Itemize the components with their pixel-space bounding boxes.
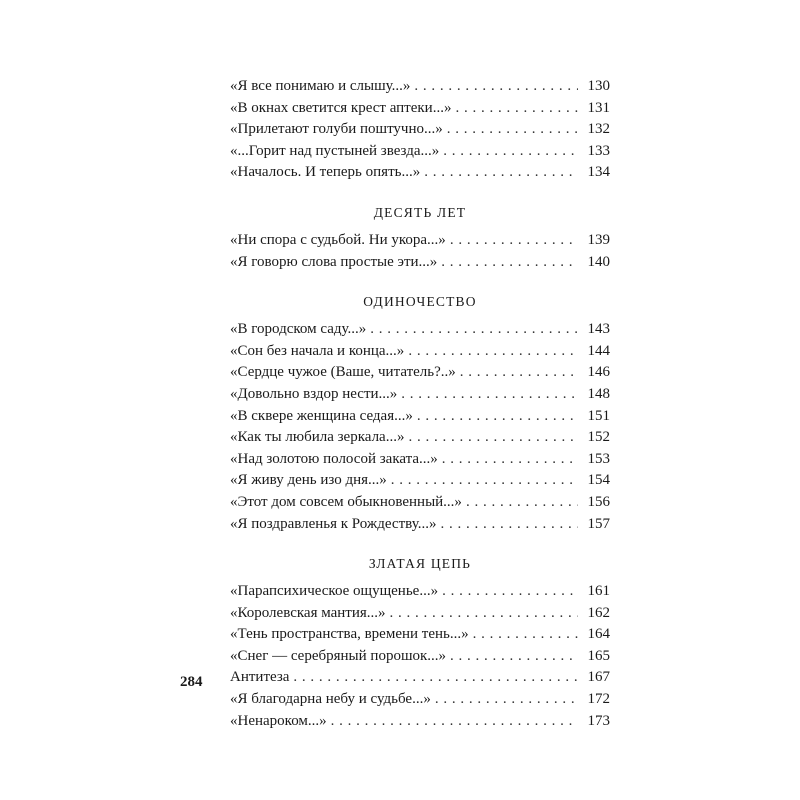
- table-of-contents: [230, 76, 610, 732]
- entry-page: 164: [587, 626, 610, 643]
- toc-entry: [230, 319, 610, 341]
- toc-entry: [230, 119, 610, 141]
- dot-leader: [450, 646, 578, 668]
- dot-leader: [447, 119, 578, 141]
- dot-leader: [414, 76, 578, 98]
- dot-leader: [473, 624, 578, 646]
- dot-leader: [460, 362, 578, 384]
- page-number: 284: [180, 674, 203, 690]
- entry-page: 153: [587, 450, 610, 467]
- dot-leader: [391, 470, 578, 492]
- entry-title: «Я живу день изо дня...»: [230, 472, 387, 489]
- entry-page: 130: [587, 78, 610, 94]
- entry-title: «...Горит над пустыней звезда...»: [230, 142, 440, 159]
- dot-leader: [331, 711, 578, 733]
- toc-entry: [230, 624, 610, 646]
- entry-page: 133: [587, 142, 610, 159]
- toc-entry: [230, 689, 610, 711]
- dot-leader: [293, 667, 578, 689]
- dot-leader: [443, 141, 578, 163]
- dot-leader: [370, 319, 578, 341]
- entry-title: «Прилетают голуби поштучно...»: [230, 121, 443, 138]
- toc-section: [230, 292, 610, 535]
- toc-entry: [230, 162, 610, 184]
- toc-entry: [230, 603, 610, 625]
- entry-page: 152: [587, 429, 610, 446]
- entry-page: 140: [587, 253, 610, 270]
- dot-leader: [401, 384, 578, 406]
- dot-leader: [455, 98, 578, 120]
- toc-entry: [230, 667, 610, 689]
- toc-section: [230, 76, 610, 184]
- toc-entry: [230, 646, 610, 668]
- section-heading: ОДИНОЧЕСТВО: [363, 294, 477, 310]
- dot-leader: [442, 581, 578, 603]
- entry-page: 131: [587, 99, 610, 116]
- entry-page: 173: [587, 712, 610, 729]
- entry-title: «Над золотою полосой заката...»: [230, 450, 438, 467]
- dot-leader: [408, 341, 578, 363]
- dot-leader: [442, 449, 578, 471]
- toc-entry: [230, 449, 610, 471]
- toc-entry: [230, 427, 610, 449]
- entry-page: 157: [587, 515, 610, 532]
- entry-title: «Ни спора с судьбой. Ни укора...»: [230, 231, 446, 248]
- entry-title: Антитеза: [230, 669, 290, 686]
- entry-page: 161: [587, 583, 610, 600]
- entry-title: «Сон без начала и конца...»: [230, 342, 405, 359]
- toc-entry: [230, 581, 610, 603]
- toc-entry: [230, 141, 610, 163]
- entry-title: «Я говорю слова простые эти...»: [230, 253, 438, 270]
- entry-title: «Я поздравленья к Рождеству...»: [230, 515, 437, 532]
- entry-title: «Я благодарна небу и судьбе...»: [230, 691, 431, 708]
- section-heading: ДЕСЯТЬ ЛЕТ: [373, 204, 467, 220]
- entry-page: 151: [587, 407, 610, 424]
- entry-title: «Как ты любила зеркала...»: [230, 429, 405, 446]
- toc-section: [230, 203, 610, 273]
- entry-page: 167: [587, 669, 610, 686]
- entry-page: 165: [587, 647, 610, 664]
- dot-leader: [408, 427, 578, 449]
- entry-page: 134: [587, 164, 610, 181]
- toc-entry: [230, 341, 610, 363]
- dot-leader: [441, 252, 578, 274]
- entry-title: «Ненароком...»: [230, 712, 327, 729]
- entry-title: «Началось. И теперь опять...»: [230, 164, 421, 181]
- entry-title: «Королевская мантия...»: [230, 604, 386, 621]
- toc-entry: [230, 406, 610, 428]
- dot-leader: [390, 603, 578, 625]
- entry-title: «Я все понимаю и слышу...»: [230, 78, 411, 94]
- dot-leader: [466, 492, 578, 514]
- entry-title: «В сквере женщина седая...»: [230, 407, 413, 424]
- entry-title: «Тень пространства, времени тень...»: [230, 626, 469, 643]
- toc-entry: [230, 98, 610, 120]
- dot-leader: [417, 406, 578, 428]
- entry-page: 144: [587, 342, 610, 359]
- entry-title: «Снег — серебряный порошок...»: [230, 647, 447, 664]
- entry-title: «Парапсихическое ощущенье...»: [230, 583, 439, 600]
- entry-title: «Этот дом совсем обыкновенный...»: [230, 493, 462, 510]
- toc-entry: [230, 514, 610, 536]
- dot-leader: [435, 689, 578, 711]
- toc-section: [230, 554, 610, 732]
- entry-page: 154: [587, 472, 610, 489]
- entry-page: 132: [587, 121, 610, 138]
- toc-entry: [230, 492, 610, 514]
- entry-page: 143: [587, 321, 610, 338]
- toc-entry: [230, 384, 610, 406]
- toc-entry: [230, 230, 610, 252]
- dot-leader: [440, 514, 578, 536]
- entry-title: «Довольно вздор нести...»: [230, 385, 398, 402]
- entry-title: «Сердце чужое (Ваше, читатель?..»: [230, 364, 456, 381]
- toc-entry: [230, 470, 610, 492]
- entry-page: 139: [587, 231, 610, 248]
- entry-page: 156: [587, 493, 610, 510]
- entry-page: 162: [587, 604, 610, 621]
- toc-entry: [230, 252, 610, 274]
- entry-page: 172: [587, 691, 610, 708]
- entry-page: 146: [587, 364, 610, 381]
- toc-entry: [230, 711, 610, 733]
- section-heading: ЗЛАТАЯ ЦЕПЬ: [368, 556, 472, 572]
- dot-leader: [450, 230, 578, 252]
- toc-entry: [230, 76, 610, 98]
- entry-title: «В окнах светится крест аптеки...»: [230, 99, 452, 116]
- toc-entry: [230, 362, 610, 384]
- entry-title: «В городском саду...»: [230, 321, 367, 338]
- dot-leader: [424, 162, 578, 184]
- entry-page: 148: [587, 385, 610, 402]
